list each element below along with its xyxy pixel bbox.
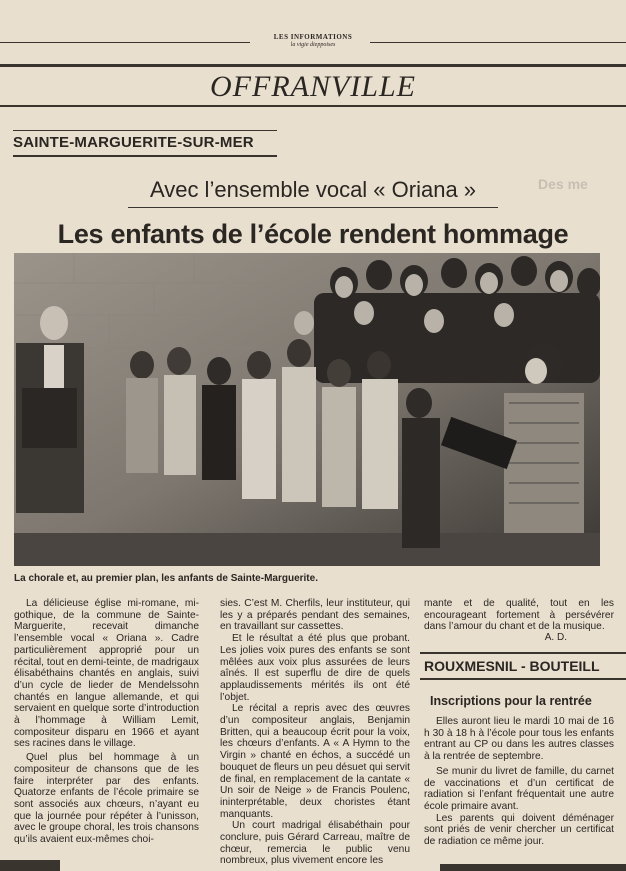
rouxmesnil-subhead: Inscriptions pour la rentrée (430, 694, 592, 708)
paragraph: sies. C’est M. Cherfils, leur instituteur, qui les y a préparés pendant des semaines, en travaillant sur cassettes. (220, 598, 410, 633)
article-column-1 (14, 598, 199, 846)
rouxmesnil-rule-top (420, 652, 626, 654)
paragraph: Un court madrigal élisabéthain pour conclure, puis Gérard Carreau, maître de chœur, remercia le public venu nombreux, plus vivement encore les (220, 820, 410, 867)
town-rule-bottom (0, 105, 626, 107)
paragraph: Elles auront lieu le mardi 10 mai de 16 h 30 à 18 h à l’école pour tous les enfants entrant au CP ou dans les autres classes à la rentrée de septembre. (424, 716, 614, 763)
article-column-2 (220, 598, 410, 867)
masthead (0, 33, 626, 55)
rouxmesnil-rule-bottom (420, 678, 626, 680)
town-title: OFFRANVILLE (210, 70, 416, 103)
paragraph: mante et de qualité, tout en les encourageant fortement à persévérer dans l’amour du chant et de la musique. (424, 598, 614, 633)
article-headline: Les enfants de l’école rendent hommage (57, 219, 569, 249)
article-column-3 (424, 598, 614, 633)
paragraph: Le récital a repris avec des œuvres d’un compositeur anglais, Benjamin Britten, qui a beaucoup écrit pour la voix, les chœurs d’enfants. A « A Hymn to the Virgin » chanté en échos, a succédé un bouquet de fleurs un peu désuet qui servit de final, en remplacement de la cantate « Un soir de Neige » de Francis Poulenc, ininterprétable, deux choristes étant manquants. (220, 703, 410, 820)
article-kicker: Avec l’ensemble vocal « Oriana » (149, 177, 477, 202)
paragraph: La délicieuse église mi-romane, mi-gothique, de la commune de Sainte-Marguerite, recevait dimanche l’ensemble vocal « Oriana ». Cadre particulièrement approprié pour un récital, tout en demi-teinte, de madrigaux élisabéthains chantés en anglais, suivi d’un cycle de lieder de Mendelssohn chantés en langue allemande, et qui servaient en quelque sorte d’introduction à l’hommage à William Lemit, compositeur disparu en 1966 et ayant ses racines dans le village. (14, 598, 199, 750)
kicker-underline (128, 207, 498, 208)
section-heading: SAINTE-MARGUERITE-SUR-MER (13, 134, 254, 151)
choir-photo (14, 253, 600, 566)
paragraph: Et le résultat a été plus que probant. Les jolies voix pures des enfants se sont mêlées aux voix plus assurées de leurs aînés. Il est superflu de dire de quels applaudissements mérités ils ont été l’objet. (220, 633, 410, 703)
photo-caption: La chorale et, au premier plan, les anfants de Sainte-Marguerite. (14, 573, 318, 584)
choir-photo-image (14, 253, 600, 566)
bottom-cutoff-left (0, 860, 60, 871)
section-rule-top (13, 130, 277, 131)
paragraph: Quel plus bel hommage à un compositeur de chansons que de les faire interpréter par des enfants. Quatorze enfants de l’école primaire se sont associés aux chœurs, n’ayant eu que la journée pour répéter à l’unisson, avec le groupe choral, les trois chansons qu’ils avaient eux-mêmes choi- (14, 752, 199, 846)
town-rule-top (0, 64, 626, 67)
show-through: Des me (538, 176, 588, 192)
rouxmesnil-heading: ROUXMESNIL - BOUTEILL (424, 658, 600, 674)
article-signature: A. D. (544, 632, 567, 643)
rouxmesnil-body (424, 716, 614, 848)
paragraph: Les parents qui doivent déménager sont priés de venir chercher un certificat de radiation ce même jour. (424, 812, 614, 848)
paragraph: Se munir du livret de famille, du carnet de vaccinations et d’un certificat de radiation si l’enfant fréquentait une autre école primaire avant. (424, 765, 614, 812)
section-rule-bottom (13, 155, 277, 157)
bottom-cutoff-right (440, 864, 626, 871)
masthead-subtitle: la vigie dieppoises (290, 42, 336, 48)
masthead-title: LES INFORMATIONS (273, 33, 353, 41)
